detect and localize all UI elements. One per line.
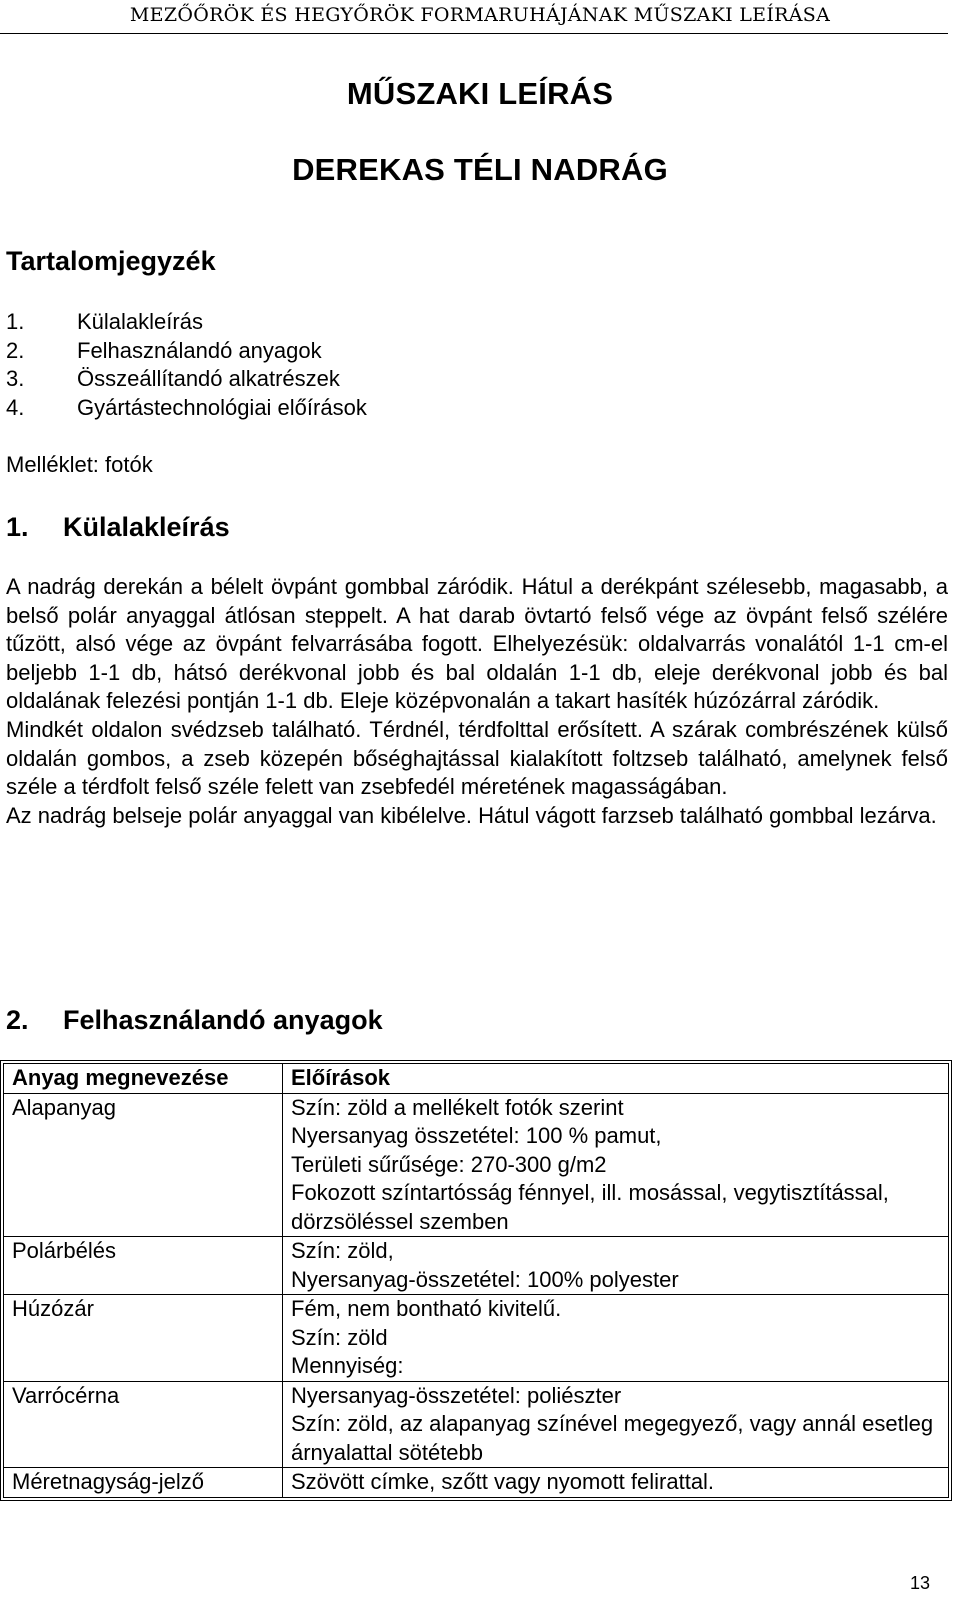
toc-item-label: Felhasználandó anyagok xyxy=(77,337,322,363)
toc-item-label: Összeállítandó alkatrészek xyxy=(77,366,340,391)
toc-item xyxy=(6,308,367,337)
toc-item-number: 3. xyxy=(6,366,25,391)
section-1-body xyxy=(6,573,948,830)
table-row xyxy=(4,1295,949,1382)
spec-line: Nyersanyag-összetétel: 100% polyester xyxy=(291,1266,679,1292)
table-row xyxy=(4,1093,949,1237)
toc-item-number: 1. xyxy=(6,309,25,334)
material-name: Méretnagyság-jelző xyxy=(4,1468,283,1498)
material-name: Húzózár xyxy=(4,1295,283,1382)
spec-line: Szín: zöld, xyxy=(291,1238,394,1263)
toc-item-label: Külalakleírás xyxy=(77,309,203,334)
paragraph: Az nadrág belseje polár anyaggal van kibélelve. Hátul vágott farzseb található gombbal lezárva. xyxy=(6,802,937,828)
column-header-material: Anyag megnevezése xyxy=(4,1064,283,1094)
table-row xyxy=(4,1381,949,1468)
spec-line: Nyersanyag összetétel: 100 % pamut, xyxy=(291,1123,662,1148)
material-name: Varrócérna xyxy=(4,1381,283,1468)
section-title: Felhasználandó anyagok xyxy=(63,1005,383,1035)
spec-line: Szövött címke, szőtt vagy nyomott felirattal. xyxy=(291,1469,715,1494)
spec-line: Fokozott színtartósság fénnyel, ill. mosással, vegytisztítással, dörzsöléssel szemben xyxy=(291,1180,889,1234)
spec-line: Területi sűrűsége: 270-300 g/m2 xyxy=(291,1151,607,1177)
table-header-row xyxy=(4,1064,949,1094)
paragraph: Mindkét oldalon svédzseb található. Térdnél, térdfolttal erősített. A szárak combrészének külső oldalán gombos, a zseb közepén bőséghajtással kialakított foltzseb található, amelynek felső széle a térdfolt felső széle felett van zsebfedél méretének magasságában. xyxy=(6,716,948,800)
toc-item-label: Gyártástechnológiai előírások xyxy=(77,394,367,420)
toc-item xyxy=(6,337,367,366)
toc-item xyxy=(6,394,367,423)
section-1-heading xyxy=(6,512,230,543)
spec-line: Nyersanyag-összetétel: poliészter xyxy=(291,1382,622,1408)
toc-item-number: 4. xyxy=(6,394,25,420)
spec-line: Szín: zöld a mellékelt fotók szerint xyxy=(291,1094,624,1120)
section-title: Külalakleírás xyxy=(63,512,230,542)
spec-line: Mennyiség: xyxy=(291,1353,404,1378)
material-specs xyxy=(283,1295,949,1382)
running-header: MEZŐŐRÖK ÉS HEGYŐRÖK FORMARUHÁJÁNAK MŰSZAKI LEÍRÁSA xyxy=(129,4,831,26)
material-specs xyxy=(283,1093,949,1237)
page-number: 13 xyxy=(909,1573,930,1593)
section-number: 2. xyxy=(6,1005,29,1035)
header-divider xyxy=(0,33,948,34)
spec-line: Szín: zöld, az alapanyag színével megegyező, vagy annál esetleg árnyalattal sötétebb xyxy=(291,1411,934,1465)
paragraph: A nadrág derekán a bélelt övpánt gombbal záródik. Hátul a derékpánt szélesebb, magasabb, a belső polár anyaggal átlósan steppelt. A hat darab övtartó felső vége az övpánt felső szélére tűzött, alsó vége az övpánt felvarrásába fogott. Elhelyezésük: oldalvarrás vonalától 1-1 cm-el beljebb 1-1 db, hátsó derékvonal jobb és bal oldalán 1-1 db, eleje derékvonal jobb és bal oldalának felezési pontján 1-1 db. Eleje középvonalán a takart hasíték húzózárral záródik. xyxy=(6,574,948,714)
material-specs xyxy=(283,1468,949,1498)
column-header-specs: Előírások xyxy=(283,1064,949,1094)
section-number: 1. xyxy=(6,512,29,542)
document-title: MŰSZAKI LEÍRÁS xyxy=(346,76,614,111)
appendix-note: Melléklet: fotók xyxy=(6,452,153,477)
table-row xyxy=(4,1237,949,1295)
document-subtitle: DEREKAS TÉLI NADRÁG xyxy=(292,152,668,187)
table-row xyxy=(4,1468,949,1498)
spec-line: Fém, nem bontható kivitelű. xyxy=(291,1296,562,1321)
material-name: Polárbélés xyxy=(4,1237,283,1295)
material-specs xyxy=(283,1237,949,1295)
material-specs xyxy=(283,1381,949,1468)
toc-item-number: 2. xyxy=(6,337,25,363)
material-name: Alapanyag xyxy=(4,1093,283,1237)
section-2-heading xyxy=(6,1005,383,1036)
table-of-contents xyxy=(6,308,367,422)
spec-line: Szín: zöld xyxy=(291,1324,388,1350)
toc-item xyxy=(6,365,367,394)
materials-table xyxy=(3,1063,949,1498)
toc-heading: Tartalomjegyzék xyxy=(6,246,216,276)
